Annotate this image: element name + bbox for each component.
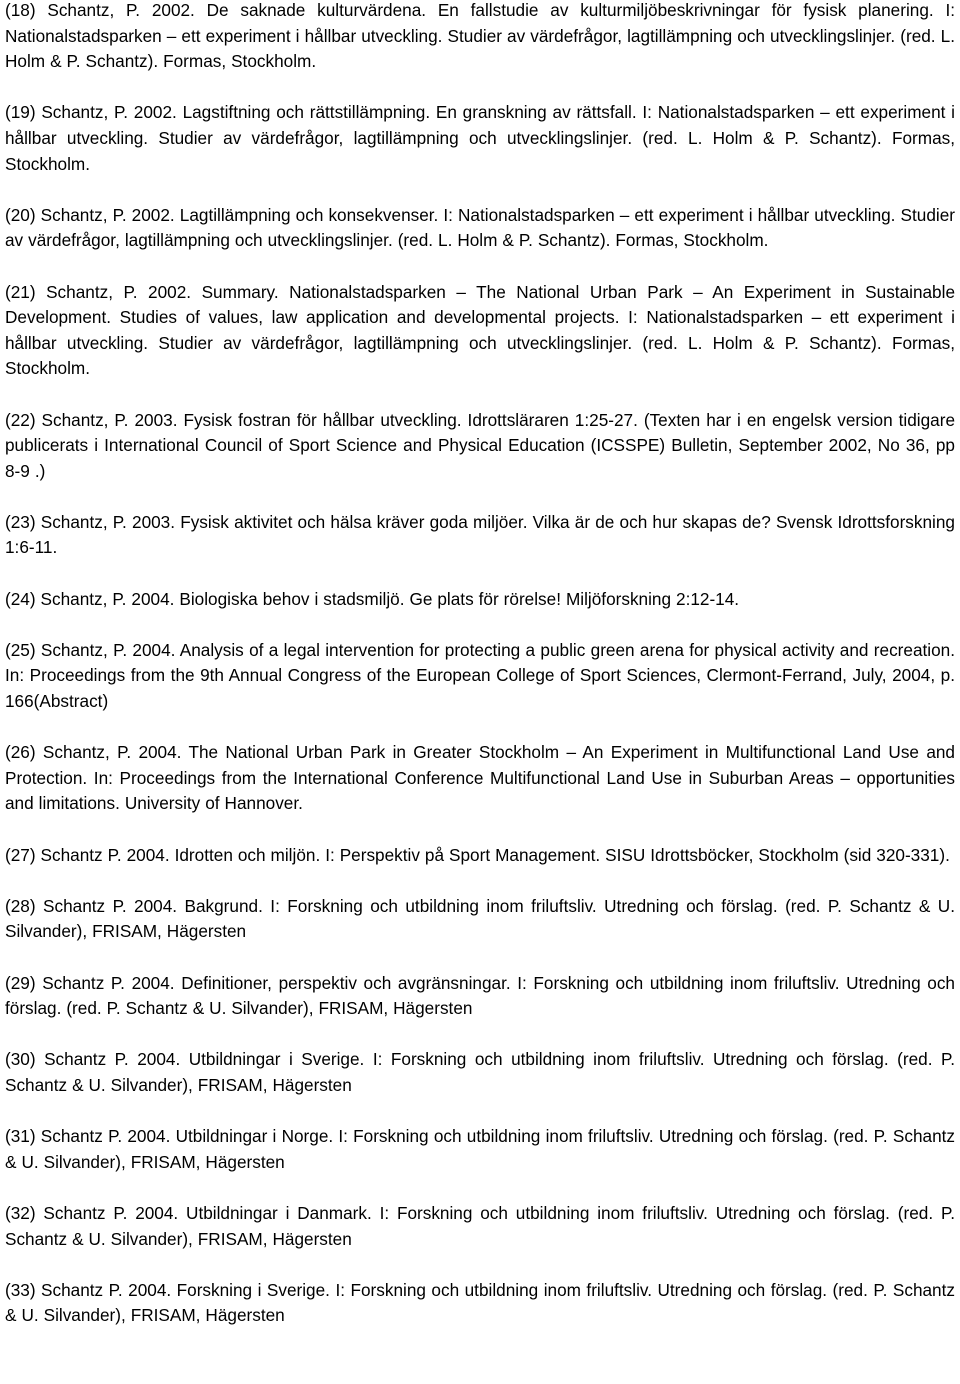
reference-entry-33: (33) Schantz P. 2004. Forskning i Sverige. I: Forskning och utbildning inom friluftsliv. Utredning och förslag. (red. P. Schantz & U. Silvander), FRISAM, Hägersten [5,1279,955,1326]
reference-entry-19: (19) Schantz, P. 2002. Lagstiftning och rättstillämpning. En granskning av rättsfall. I: Nationalstadsparken – ett experiment i hållbar utveckling. Studier av värdefrågor, lagtillämpning och utvecklingslinjer. (red. L. Holm & P. Schantz). Formas, Stockholm. [5,102,955,174]
reference-entry-28: (28) Schantz P. 2004. Bakgrund. I: Forskning och utbildning inom friluftsliv. Utredning och förslag. (red. P. Schantz & U. Silvander), FRISAM, Hägersten [5,895,955,942]
reference-entry-27: (27) Schantz P. 2004. Idrotten och miljön. I: Perspektiv på Sport Management. SISU Idrottsböcker, Stockholm (sid 320-331). [5,844,950,865]
reference-list [5,0,955,1354]
reference-entry-21: (21) Schantz, P. 2002. Summary. Nationalstadsparken – The National Urban Park – An Experiment in Sustainable Development. Studies of values, law application and developmental projects. I: Nationalstadsparken – ett experiment i hållbar utveckling. Studier av värdefrågor, lagtillämpning och utvecklingslinjer. (red. L. Holm & P. Schantz). Formas, Stockholm. [5,281,955,379]
reference-entry-31: (31) Schantz P. 2004. Utbildningar i Norge. I: Forskning och utbildning inom friluftsliv. Utredning och förslag. (red. P. Schantz & U. Silvander), FRISAM, Hägersten [5,1126,955,1172]
reference-entry-25: (25) Schantz, P. 2004. Analysis of a legal intervention for protecting a public green arena for physical activity and recreation. In: Proceedings from the 9th Annual Congress of the European College of Sport Sciences, Clermont-Ferrand, July, 2004, p. 166(Abstract) [5,639,955,712]
reference-entry-30: (30) Schantz P. 2004. Utbildningar i Sverige. I: Forskning och utbildning inom friluftsliv. Utredning och förslag. (red. P. Schantz & U. Silvander), FRISAM, Hägersten [5,1049,955,1095]
reference-entry-24: (24) Schantz, P. 2004. Biologiska behov i stadsmiljö. Ge plats för rörelse! Miljöforskning 2:12-14. [5,588,740,609]
reference-entry-26: (26) Schantz, P. 2004. The National Urban Park in Greater Stockholm – An Experiment in Multifunctional Land Use and Protection. In: Proceedings from the International Conference Multifunctional Land Use in Suburban Areas – opportunities and limitations. University of Hannover. [5,742,955,814]
reference-entry-23: (23) Schantz, P. 2003. Fysisk aktivitet och hälsa kräver goda miljöer. Vilka är de och hur skapas de? Svensk Idrottsforskning 1:6-11. [5,511,955,558]
reference-entry-18: (18) Schantz, P. 2002. De saknade kulturvärdena. En fallstudie av kulturmiljöbeskrivningar för fysisk planering. I: Nationalstadsparken – ett experiment i hållbar utveckling. Studier av värdefrågor, lagtillämpning och utvecklingslinjer. (red. L. Holm & P. Schantz). Formas, Stockholm. [5,0,955,72]
reference-entry-20: (20) Schantz, P. 2002. Lagtillämpning och konsekvenser. I: Nationalstadsparken – ett experiment i hållbar utveckling. Studier av värdefrågor, lagtillämpning och utvecklingslinjer. (red. L. Holm & P. Schantz). Formas, Stockholm. [5,204,955,251]
reference-entry-29: (29) Schantz P. 2004. Definitioner, perspektiv och avgränsningar. I: Forskning och utbildning inom friluftsliv. Utredning och förslag. (red. P. Schantz & U. Silvander), FRISAM, Hägersten [5,972,955,1019]
reference-entry-32: (32) Schantz P. 2004. Utbildningar i Danmark. I: Forskning och utbildning inom friluftsliv. Utredning och förslag. (red. P. Schantz & U. Silvander), FRISAM, Hägersten [5,1202,955,1249]
reference-entry-22: (22) Schantz, P. 2003. Fysisk fostran för hållbar utveckling. Idrottsläraren 1:25-27. (Texten har i en engelsk version tidigare publicerats i International Council of Sport Science and Physical Education (ICSSPE) Bulletin, September 2002, No 36, pp 8-9 .) [5,409,955,481]
